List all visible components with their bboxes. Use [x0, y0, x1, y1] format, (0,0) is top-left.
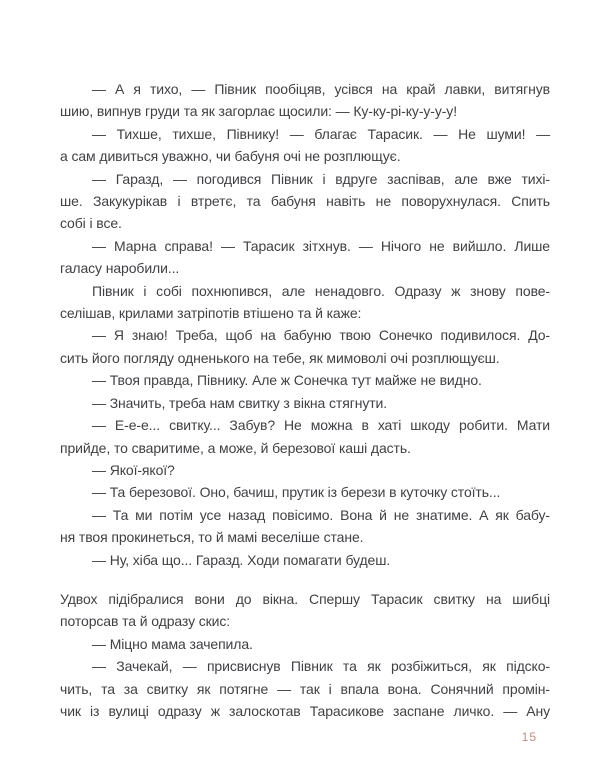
text-line: Удвох підібралися вони до вікна. Спершу Тарасик свитку на шибці	[60, 590, 550, 607]
text-line: Півник і собі похнюпився, але ненадовго. Одразу ж знову пове-	[92, 282, 550, 299]
text-line: — Гаразд, — погодився Півник і вдруге заспівав, але вже тихі-	[92, 170, 550, 187]
text-line: ня твоя прокинеться, то й мамі веселіше стане.	[60, 529, 364, 546]
text-line: — А я тихо, — Півник пообіцяв, усівся на край лавки, витягнув	[92, 81, 550, 97]
text-line: ше. Закукурікав і втретє, та бабуня навіть не поворухнулася. Спить	[60, 193, 550, 210]
text-line: шию, випнув груди та як загорлає щосили: — Ку-ку-рі-ку-у-у-у!	[60, 103, 457, 120]
text-line: прийде, то сваритиме, а може, й березової каші дасть.	[60, 439, 411, 456]
text-line: — Марна справа! — Тарасик зітхнув. — Нічого не вийшло. Лише	[92, 237, 550, 254]
text-line: чик із вулиці одразу ж залоскотав Тарасикове заспане личко. — Ану	[60, 702, 550, 719]
text-line: — Зачекай, — присвиснув Півник та як розбіжиться, як підско-	[92, 658, 550, 675]
text-line: а сам дивиться уважно, чи бабуня очі не розплющує.	[60, 148, 401, 165]
text-line: галасу наробили...	[60, 260, 180, 277]
text-line: — Ну, хіба що... Гаразд. Ходи помагати будеш.	[92, 551, 391, 568]
text-line: — Та березової. Оно, бачиш, прутик із берези в куточку стоїть...	[92, 484, 501, 501]
story-text-block	[60, 78, 550, 722]
text-line: — Твоя правда, Півнику. Але ж Сонечка тут майже не видно.	[92, 372, 482, 389]
text-line: селішав, крилами затріпотів втішено та й каже:	[60, 305, 362, 322]
text-line: — Тихше, тихше, Півнику! — благає Тарасик. — Не шуми! —	[92, 125, 550, 142]
text-line: — Е-е-е... свитку... Забув? Не можна в хаті шкоду робити. Мати	[92, 417, 550, 434]
text-line: сить його погляду одненького на тебе, як мимоволі очі розплющуєш.	[60, 349, 500, 366]
text-line: — Якої-якої?	[92, 461, 175, 478]
text-line: — Та ми потім усе назад повісимо. Вона й не знатиме. А як бабу-	[92, 506, 550, 523]
text-line: чить, та за свитку як потягне — так і впала вона. Сонячний промін-	[60, 680, 550, 697]
text-line: — Значить, треба нам свитку з вікна стягнути.	[92, 394, 388, 411]
page-number: 15	[521, 730, 537, 744]
text-line: собі і все.	[60, 215, 122, 232]
text-line: — Міцно мама зачепила.	[92, 635, 253, 652]
text-line: — Я знаю! Треба, щоб на бабуню твою Сонечко подивилося. До-	[92, 327, 550, 344]
text-line: поторсав та й одразу скис:	[60, 613, 231, 630]
